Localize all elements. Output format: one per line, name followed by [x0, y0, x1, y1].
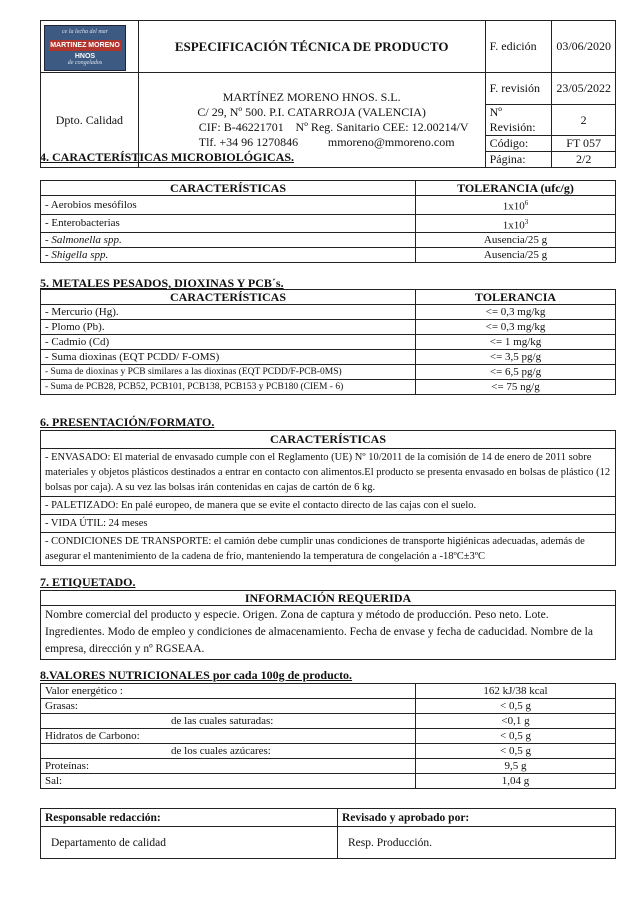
sanitary-reg: Nº Reg. Sanitario CEE: 12.00214/V [295, 120, 469, 134]
table-row: - Plomo (Pb). <= 0,3 mg/kg [41, 320, 616, 335]
company-address: C/ 29, Nº 500. P.I. CATARROJA (VALENCIA) [197, 105, 426, 119]
dept-label: Dpto. Calidad [41, 73, 139, 168]
meta-label: F. revisión [485, 73, 552, 105]
meta-value: 03/06/2020 [552, 21, 616, 73]
presentation-table [40, 430, 616, 566]
meta-value: 2 [552, 105, 616, 136]
cif: CIF: B-46221701 [198, 120, 284, 134]
reviewed-value: Resp. Producción. [338, 827, 616, 859]
table-row: - Enterobacterias $1x10^3$ [41, 214, 616, 233]
meta-value: 23/05/2022 [552, 73, 616, 105]
meta-label: Página: [485, 152, 552, 168]
meta-label: Nº Revisión: [485, 105, 552, 136]
section-4-title: 4. CARACTERÍSTICAS MICROBIOLÓGICAS. [40, 150, 295, 164]
meta-value: 2/2 [552, 152, 616, 168]
reviewed-label: Revisado y aprobado por: [338, 809, 616, 827]
table-row: - Aerobios mesófilos $1x10^6$ [41, 196, 616, 215]
nutrition-table [40, 683, 616, 789]
table-row: - Mercurio (Hg). <= 0,3 mg/kg [41, 305, 616, 320]
col-header: CARACTERÍSTICAS [41, 290, 416, 305]
table-row: - Cadmio (Cd) <= 1 mg/kg [41, 335, 616, 350]
header-table [40, 20, 616, 168]
table-row: Grasas: < 0,5 g [41, 699, 616, 714]
table-row: - Salmonella spp. Ausencia/25 g [41, 233, 616, 248]
col-header: TOLERANCIA (ufc/g) [416, 181, 616, 196]
table-row: - Shigella spp. Ausencia/25 g [41, 248, 616, 263]
company-name: MARTÍNEZ MORENO HNOS. S.L. [222, 90, 401, 104]
labeling-table [40, 590, 616, 660]
section-8-title: 8.VALORES NUTRICIONALES por cada 100g de producto. [40, 668, 353, 682]
labeling-text: Nombre comercial del producto y especie. Origen. Zona de captura y método de producción. Peso neto. Lote. Ingredientes. Modo de empleo y condiciones de almacenamiento. Fecha de envase y fecha de caducidad. Nombre de la empresa, dirección y nº RGSEAA. [41, 606, 616, 660]
meta-value: FT 057 [552, 136, 616, 152]
table-row: Proteínas: 9,5 g [41, 759, 616, 774]
packaging-text: - ENVASADO: El material de envasado cumple con el Reglamento (UE) Nº 10/2011 de la comisión de 14 de enero de 2011 sobre materiales y objetos plásticos destinados a entrar en contacto con alimentos.El producto se presenta envasado en bolsas de plástico (12 bolsas por caja). A su vez las bolsas irán contenidas en cajas de cartón de 6 kg. [41, 449, 616, 497]
section-5-title: 5. METALES PESADOS, DIOXINAS Y PCB´s. [40, 276, 284, 290]
section-6-title: 6. PRESENTACIÓN/FORMATO. [40, 415, 215, 429]
metals-table [40, 289, 616, 395]
transport-text: - CONDICIONES DE TRANSPORTE: el camión debe cumplir unas condiciones de transporte higiénicas adecuadas, además de asegurar el mantenimiento de la cadena de frío, manteniendo la temperatura de congelación a -18ºC±3ºC [41, 533, 616, 566]
palletizing-text: - PALETIZADO: En palé europeo, de manera que se evite el contacto directo de las cajas con el suelo. [41, 497, 616, 515]
table-row: - Suma de dioxinas y PCB similares a las dioxinas (EQT PCDD/F-PCB-0MS) <= 6,5 pg/g [41, 365, 616, 380]
table-row: de las cuales saturadas: <0,1 g [41, 714, 616, 729]
meta-label: F. edición [485, 21, 552, 73]
company-logo: ce la lecha del mar MARTINEZ MORENO HNOS de congelados [44, 25, 126, 71]
col-header: TOLERANCIA [416, 290, 616, 305]
table-row: - Suma dioxinas (EQT PCDD/ F-OMS) <= 3,5 pg/g [41, 350, 616, 365]
email: mmoreno@mmoreno.com [327, 135, 455, 149]
table-row: Sal: 1,04 g [41, 774, 616, 789]
responsible-label: Responsable redacción: [41, 809, 338, 827]
table-row: Valor energético : 162 kJ/38 kcal [41, 684, 616, 699]
col-header: CARACTERÍSTICAS [41, 431, 616, 449]
shelf-life-text: - VIDA ÚTIL: 24 meses [41, 515, 616, 533]
signature-table [40, 808, 616, 859]
table-row: - Suma de PCB28, PCB52, PCB101, PCB138, PCB153 y PCB180 (CIEM - 6) <= 75 ng/g [41, 380, 616, 395]
table-row: Hidratos de Carbono: < 0,5 g [41, 729, 616, 744]
table-row: de los cuales azúcares: < 0,5 g [41, 744, 616, 759]
section-7-title: 7. ETIQUETADO. [40, 575, 136, 589]
microbiology-table [40, 180, 616, 263]
phone: Tlf. +34 96 1270846 [198, 135, 299, 149]
col-header: CARACTERÍSTICAS [41, 181, 416, 196]
col-header: INFORMACIÓN REQUERIDA [41, 591, 616, 606]
doc-title: ESPECIFICACIÓN TÉCNICA DE PRODUCTO [138, 21, 485, 73]
meta-label: Código: [485, 136, 552, 152]
responsible-value: Departamento de calidad [41, 827, 338, 859]
